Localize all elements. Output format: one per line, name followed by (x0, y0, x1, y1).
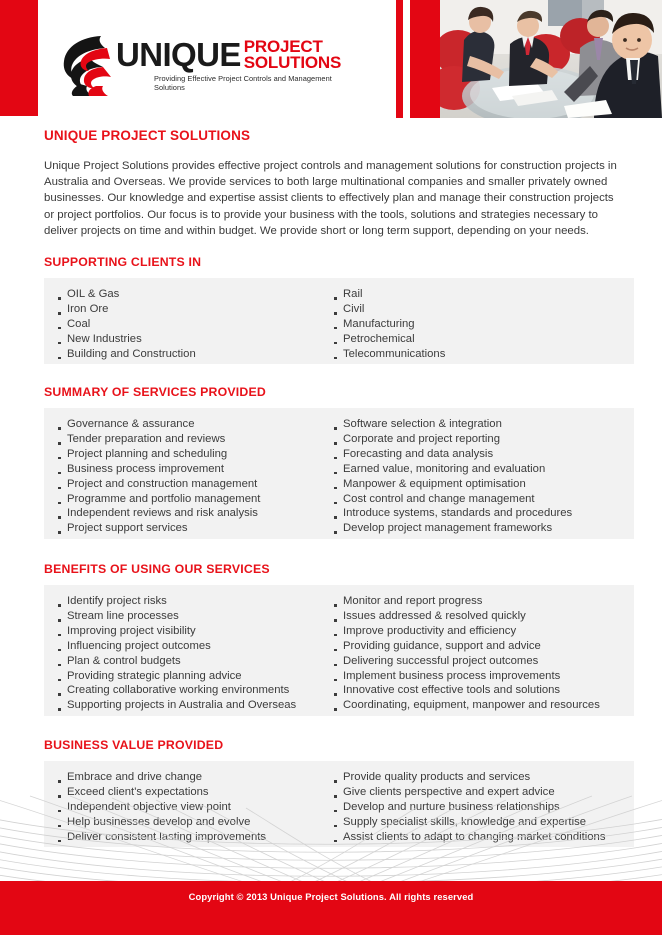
list-item: Creating collaborative working environments (56, 683, 328, 698)
list-item: OIL & Gas (56, 287, 328, 302)
list-item: Independent objective view point (56, 800, 328, 815)
list-item: Cost control and change management (332, 492, 634, 507)
company-logo (60, 34, 360, 96)
header-photo (440, 0, 662, 118)
list-item: Assist clients to adapt to changing market conditions (332, 830, 634, 845)
section-panel-benefits (44, 585, 634, 716)
list-item: Improve productivity and efficiency (332, 624, 634, 639)
page-footer (0, 881, 662, 935)
panel-column-right (328, 287, 634, 360)
list-item: Issues addressed & resolved quickly (332, 609, 634, 624)
list-item: Innovative cost effective tools and solutions (332, 683, 634, 698)
list-item: Petrochemical (332, 332, 634, 347)
list-item: Iron Ore (56, 302, 328, 317)
list-item: Civil (332, 302, 634, 317)
list-item: Software selection & integration (332, 417, 634, 432)
page-title: UNIQUE PROJECT SOLUTIONS (44, 128, 251, 143)
logo-wordmark (116, 38, 362, 92)
list-item: Governance & assurance (56, 417, 328, 432)
list-item: Coordinating, equipment, manpower and resources (332, 698, 634, 713)
section-heading-benefits: BENEFITS OF USING OUR SERVICES (44, 562, 270, 577)
page-content (0, 118, 662, 847)
page-header (0, 0, 662, 118)
logo-tagline: Providing Effective Project Controls and Management Solutions (154, 74, 332, 92)
list-item: Stream line processes (56, 609, 328, 624)
bullet-list-right (332, 770, 634, 845)
footer-copyright: Copyright © 2013 Unique Project Solutions. All rights reserved (188, 891, 474, 902)
list-item: Building and Construction (56, 347, 328, 362)
header-red-bar-wide (410, 0, 440, 118)
list-item: Supply specialist skills, knowledge and expertise (332, 815, 634, 830)
bullet-list-left (56, 287, 328, 362)
list-item: Project planning and scheduling (56, 447, 328, 462)
logo-name-solutions: SOLUTIONS (243, 52, 342, 72)
section-heading-supporting-clients: SUPPORTING CLIENTS IN (44, 255, 202, 270)
list-item: Independent reviews and risk analysis (56, 506, 328, 521)
panel-column-left (44, 417, 328, 535)
list-item: Telecommunications (332, 347, 634, 362)
list-item: Help businesses develop and evolve (56, 815, 328, 830)
section-panel-summary-of-services (44, 408, 634, 539)
list-item: Business process improvement (56, 462, 328, 477)
bullet-list-right (332, 287, 634, 362)
list-item: Providing guidance, support and advice (332, 639, 634, 654)
section-panel-business-value (44, 761, 634, 847)
panel-column-right (328, 770, 634, 843)
list-item: Develop project management frameworks (332, 521, 634, 536)
list-item: Tender preparation and reviews (56, 432, 328, 447)
section-panel-supporting-clients (44, 278, 634, 364)
list-item: Plan & control budgets (56, 654, 328, 669)
list-item: Providing strategic planning advice (56, 669, 328, 684)
list-item: Manufacturing (332, 317, 634, 332)
list-item: Influencing project outcomes (56, 639, 328, 654)
bullet-list-left (56, 594, 328, 713)
logo-name-project: PROJECT (243, 37, 323, 56)
section-heading-summary-of-services: SUMMARY OF SERVICES PROVIDED (44, 385, 266, 400)
list-item: Identify project risks (56, 594, 328, 609)
panel-column-left (44, 594, 328, 712)
list-item: Corporate and project reporting (332, 432, 634, 447)
list-item: Improving project visibility (56, 624, 328, 639)
panel-column-left (44, 770, 328, 843)
list-item: Manpower & equipment optimisation (332, 477, 634, 492)
list-item: Introduce systems, standards and procedures (332, 506, 634, 521)
logo-flame-icon (60, 34, 116, 96)
logo-name-primary: UNIQUE (116, 36, 241, 73)
list-item: New Industries (56, 332, 328, 347)
logo-name-secondary (244, 39, 341, 70)
list-item: Give clients perspective and expert advice (332, 785, 634, 800)
panel-column-left (44, 287, 328, 360)
list-item: Forecasting and data analysis (332, 447, 634, 462)
list-item: Project and construction management (56, 477, 328, 492)
list-item: Supporting projects in Australia and Overseas (56, 698, 328, 713)
bullet-list-left (56, 417, 328, 536)
intro-paragraph: Unique Project Solutions provides effective project controls and management solutions for construction projects in Australia and Overseas. We provide services to both large multinational companies and smaller privately owned businesses. Our knowledge and expertise assist clients to effectively plan and manage their construction projects or project portfolios. Our focus is to provide your business with the tools, solutions and strategies necessary to deliver projects on time and within budget. We provide short or long term support, depending on your needs. (44, 160, 617, 237)
list-item: Monitor and report progress (332, 594, 634, 609)
list-item: Rail (332, 287, 634, 302)
list-item: Coal (56, 317, 328, 332)
list-item: Provide quality products and services (332, 770, 634, 785)
list-item: Project support services (56, 521, 328, 536)
bullet-list-right (332, 417, 634, 536)
list-item: Programme and portfolio management (56, 492, 328, 507)
header-red-bar-left (0, 0, 38, 116)
panel-column-right (328, 417, 634, 535)
list-item: Develop and nurture business relationships (332, 800, 634, 815)
bullet-list-left (56, 770, 328, 845)
bullet-list-right (332, 594, 634, 713)
panel-column-right (328, 594, 634, 712)
header-red-bar-thin (396, 0, 403, 118)
list-item: Exceed client's expectations (56, 785, 328, 800)
section-heading-business-value: BUSINESS VALUE PROVIDED (44, 738, 224, 753)
list-item: Embrace and drive change (56, 770, 328, 785)
list-item: Delivering successful project outcomes (332, 654, 634, 669)
list-item: Earned value, monitoring and evaluation (332, 462, 634, 477)
list-item: Deliver consistent lasting improvements (56, 830, 328, 845)
list-item: Implement business process improvements (332, 669, 634, 684)
